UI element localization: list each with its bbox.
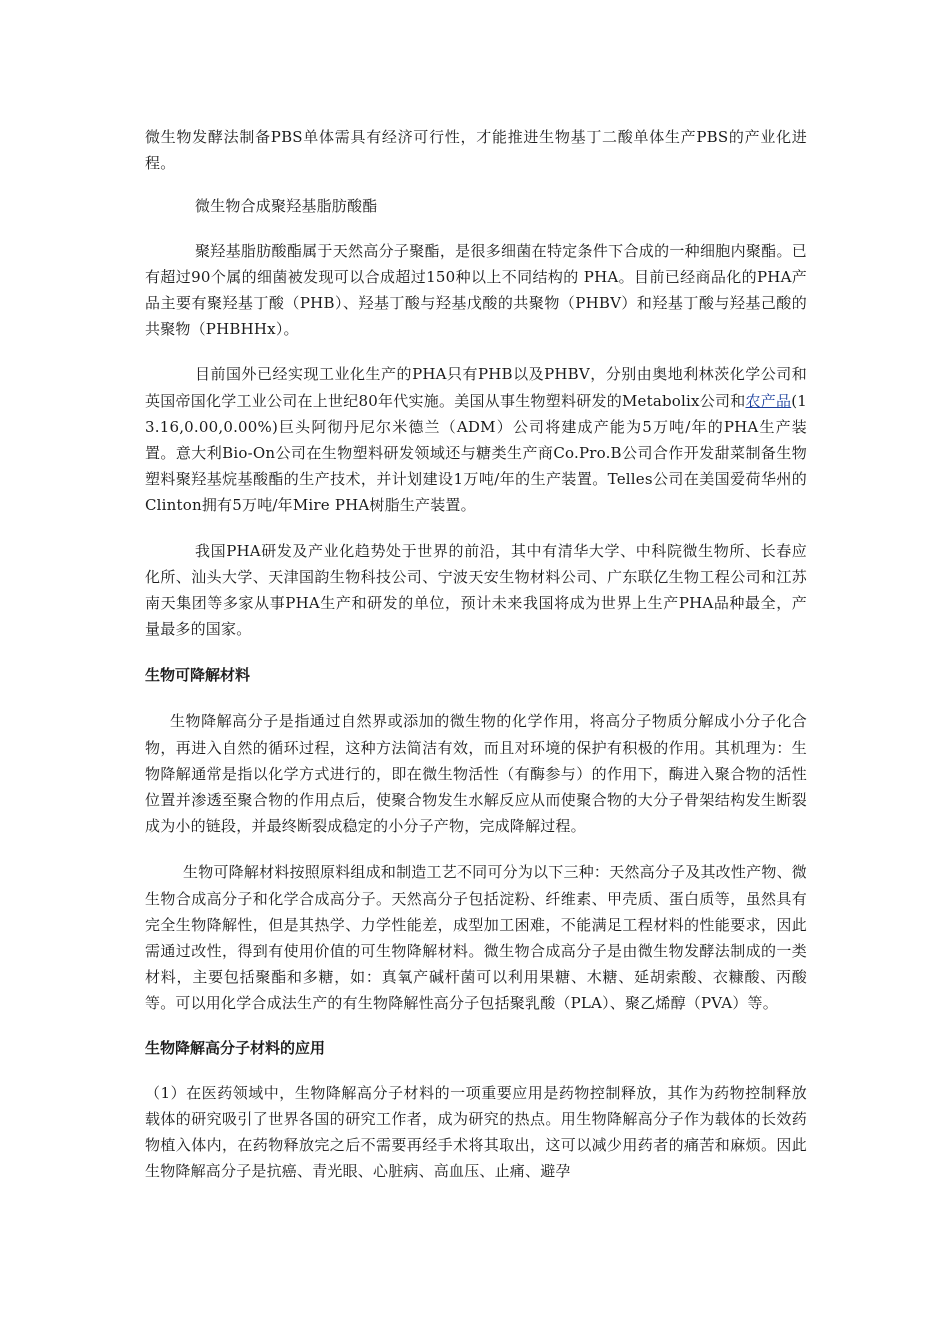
heading-applications: 生物降解高分子材料的应用 (145, 1038, 326, 1057)
paragraph-medical-applications: （1）在医药领域中，生物降解高分子材料的一项重要应用是药物控制释放，其作为药物控制释放载体的研究吸引了世界各国的研究工作者，成为研究的热点。用生物降解高分子作为载体的长效药物植入体内，在药物释放完之后不需要再经手术将其取出，这可以减少用药者的痛苦和麻烦。因此生物降解高分子是抗癌、青光眼、心脏病、高血压、止痛、避孕 (145, 1083, 807, 1181)
subheading-pha-synthesis: 微生物合成聚羟基脂肪酸酯 (195, 197, 378, 216)
agricultural-products-link[interactable]: 农产品 (745, 391, 792, 410)
paragraph-biodegradation-mechanism: 生物降解高分子是指通过自然界或添加的微生物的化学作用，将高分子物质分解成小分子化合物，再进入自然的循环过程，这种方法简洁有效，而且对环境的保护有积极的作用。其机理为：生物降解通常是指以化学方式进行的，即在微生物活性（有酶参与）的作用下，酶进入聚合物的活性位置并渗透至聚合物的作用点后，使聚合物发生水解反应从而使聚合物的大分子骨架结构发生断裂成为小的链段，并最终断裂成稳定的小分子产物，完成降解过程。 (145, 712, 807, 836)
paragraph-pha-china: 我国PHA研发及产业化趋势处于世界的前沿，其中有清华大学、中科院微生物所、长春应化所、汕头大学、天津国韵生物科技公司、宁波天安生物材料公司、广东联亿生物工程公司和江苏南天集团等多家从事PHA生产和研发的单位，预计未来我国将成为世界上生产PHA品种最全，产量最多的国家。 (145, 541, 807, 639)
paragraph-text-start: 目前国外已经实现工业化生产的PHA只有PHB以及PHBV，分别由奥地利林茨化学公司和英国帝国化学工业公司在上世纪80年代实施。美国从事生物塑料研发的Metabolix公司和 (145, 365, 807, 410)
document-page (145, 124, 807, 1185)
paragraph-material-categories: 生物可降解材料按照原料组成和制造工艺不同可分为以下三种：天然高分子及其改性产物、微生物合成高分子和化学合成高分子。天然高分子包括淀粉、纤维素、甲壳质、蛋白质等，虽然具有完全生物降解性，但是其热学、力学性能差，成型加工困难，不能满足工程材料的性能要求，因此需通过改性，得到有使用价值的可生物降解材料。微生物合成高分子是由微生物发酵法制成的一类材料，主要包括聚酯和多糖，如：真氧产碱杆菌可以利用果糖、木糖、延胡索酸、衣糠酸、丙酸等。可以用化学合成法生产的有生物降解性高分子包括聚乳酸（PLA）、聚乙烯醇（PVA）等。 (145, 863, 807, 1013)
heading-biodegradable-materials: 生物可降解材料 (145, 666, 251, 685)
paragraph-pbs-economics: 微生物发酵法制备PBS单体需具有经济可行性，才能推进生物基丁二酸单体生产PBS的产业化进程。 (145, 128, 807, 173)
paragraph-pha-international (145, 361, 807, 518)
paragraph-text-end: (13.16,0.00,0.00%)巨头阿彻丹尼尔米德兰（ADM）公司将建成产能为5万吨/年的PHA生产装置。意大利Bio-On公司在生物塑料研发领域还与糖类生产商Co.Pro.B公司合作开发甜菜制备生物塑料聚羟基烷基酸酯的生产技术，并计划建设1万吨/年的生产装置。Telles公司在美国爱荷华州的Clinton拥有5万吨/年Mire PHA树脂生产装置。 (145, 391, 807, 515)
paragraph-pha-definition: 聚羟基脂肪酸酯属于天然高分子聚酯，是很多细菌在特定条件下合成的一种细胞内聚酯。已有超过90个属的细菌被发现可以合成超过150种以上不同结构的 PHA。目前已经商品化的PHA产品主要有聚羟基丁酸（PHB）、羟基丁酸与羟基戊酸的共聚物（PHBV）和羟基丁酸与羟基己酸的共聚物（PHBHHx）。 (145, 241, 807, 339)
